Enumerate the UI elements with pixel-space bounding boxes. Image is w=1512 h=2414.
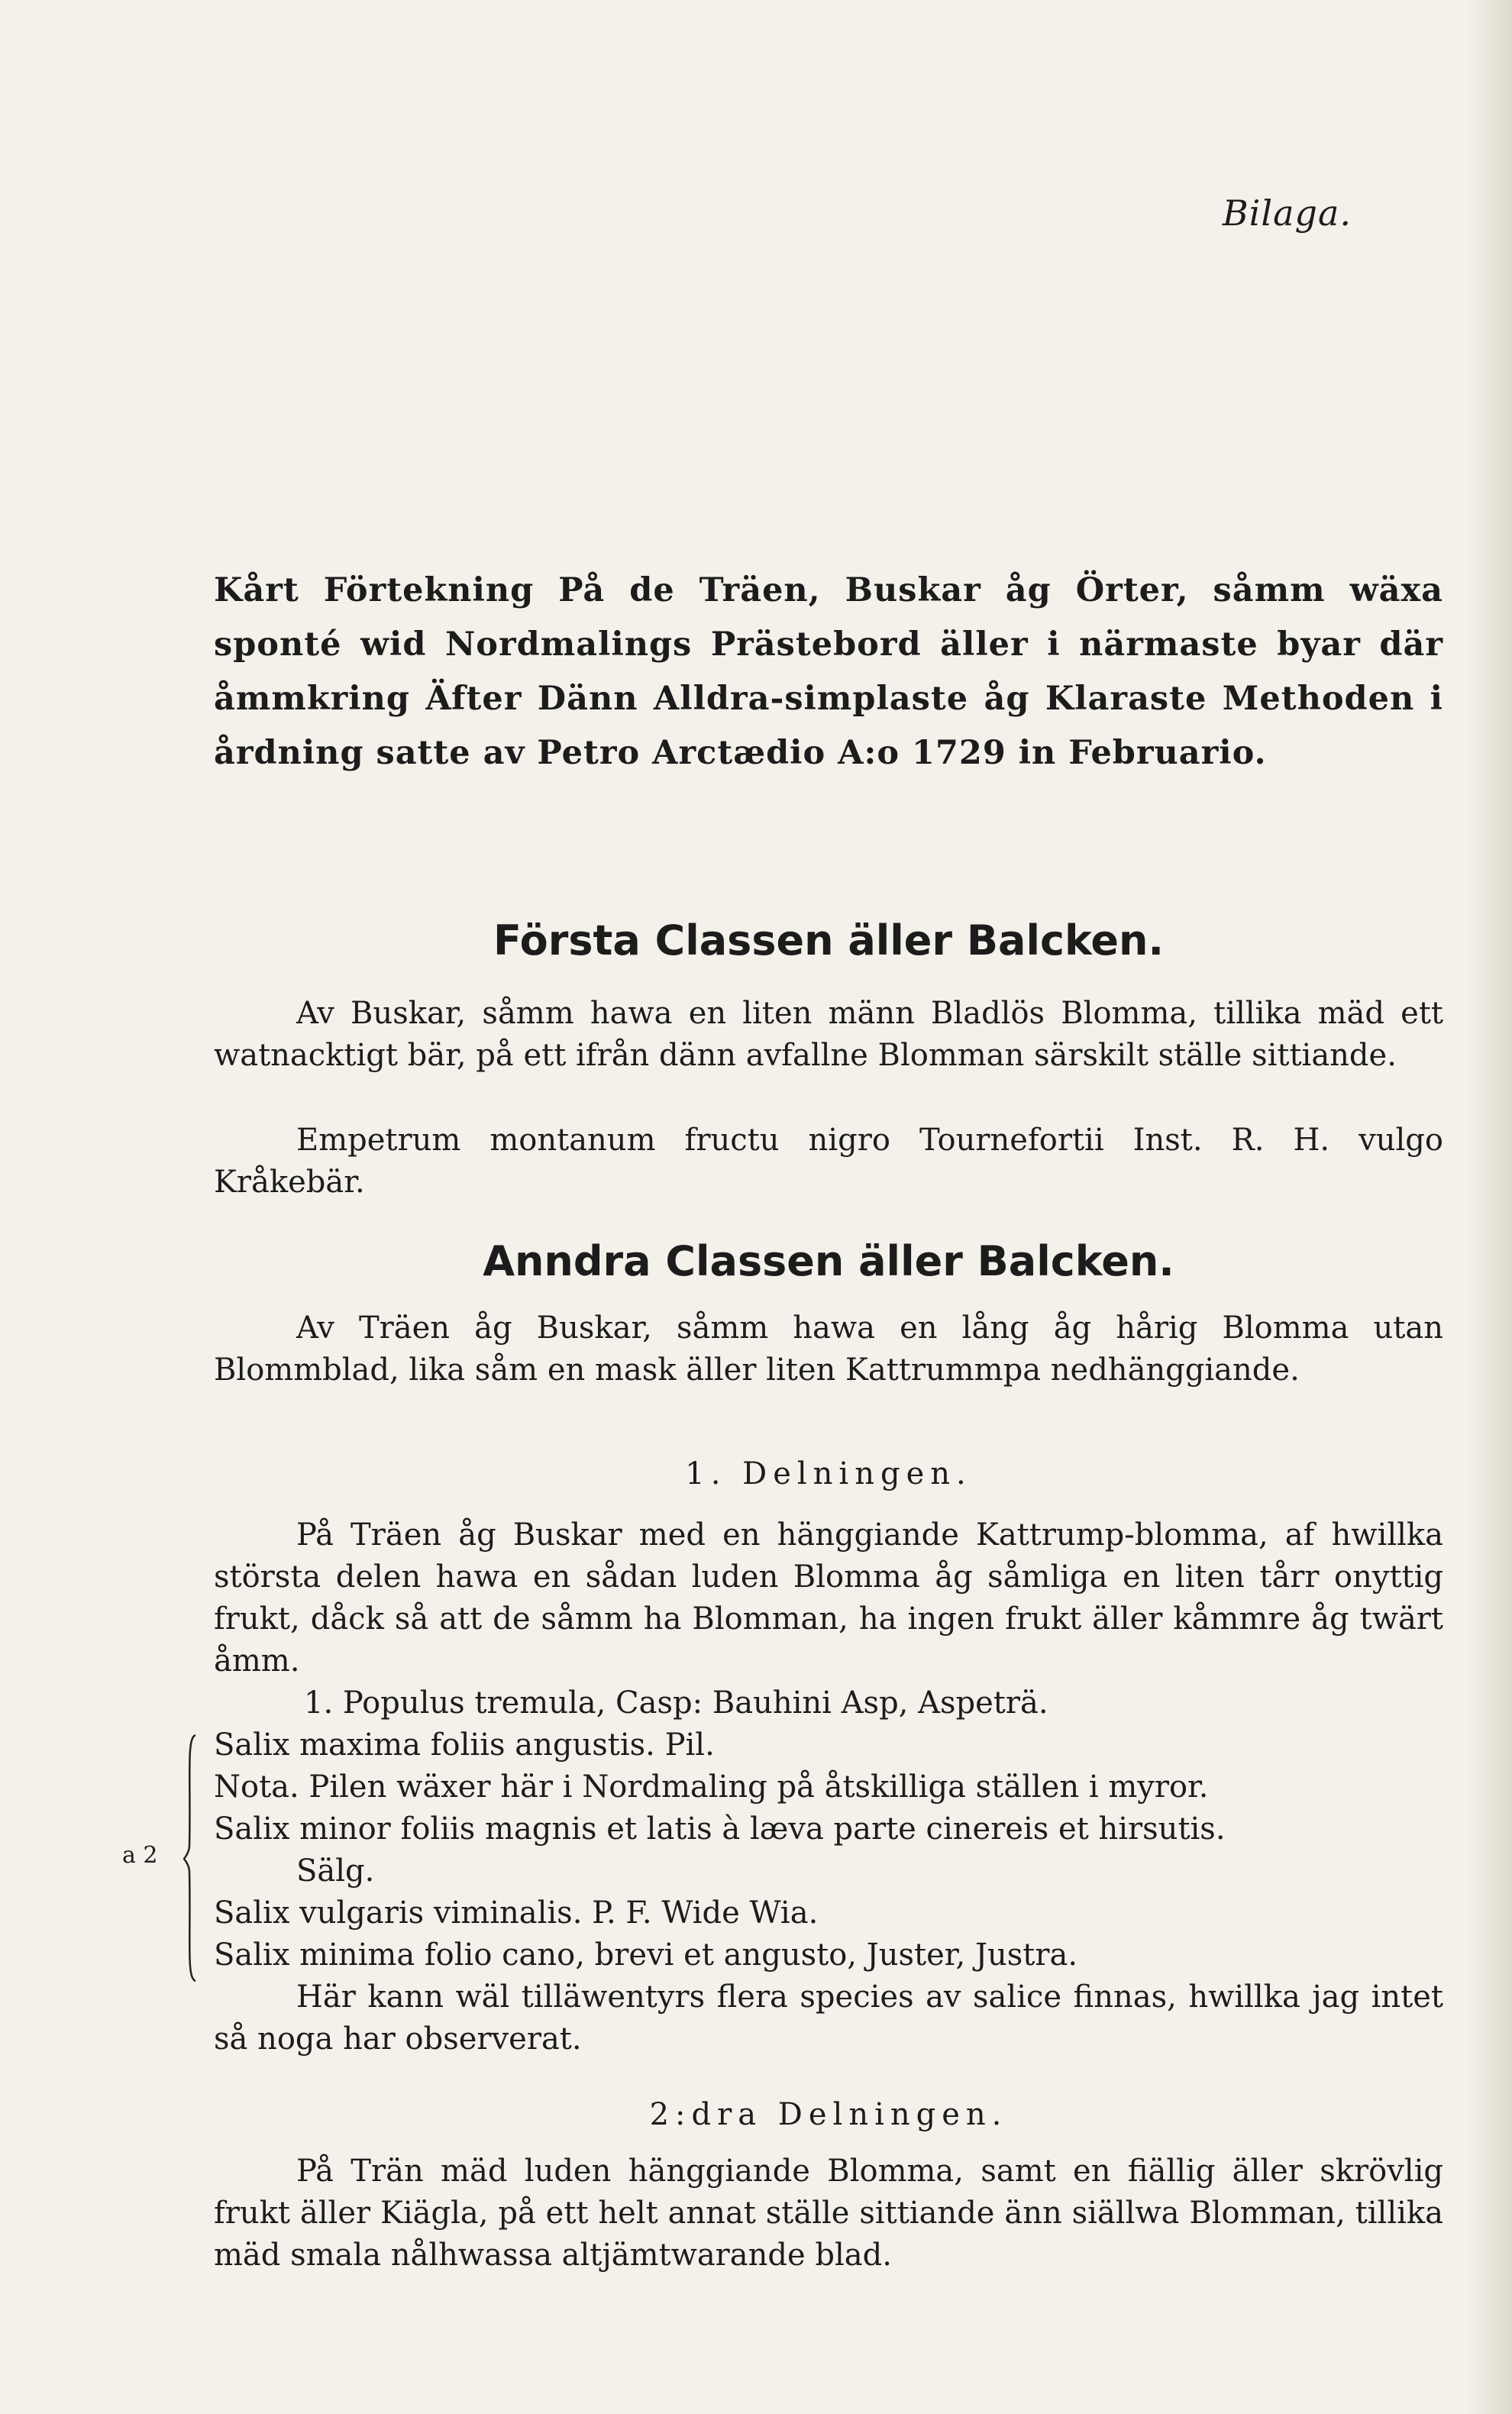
salix-list [214,1682,1443,1976]
list-item: 1. Populus tremula, Casp: Bauhini Asp, Aspeträ. [304,1685,1048,1721]
list-item: Salix minima folio cano, brevi et angusto, Juster, Justra. [214,1937,1078,1973]
class1-text2: Empetrum montanum fructu nigro Tournefortii Inst. R. H. vulgo Kråkebär. [214,1123,1443,1200]
page-header: Bilaga. [1222,192,1352,234]
div2-text: På Trän mäd luden hänggiande Blomma, samt en fiällig äller skrövlig frukt äller Kiägla, på ett helt annat ställe sittiande änn siällwa Blomman, tillika mäd smala nålhwassa altjämtwarande blad. [214,2154,1443,2273]
list-item: Salix maxima foliis angustis. Pil. [214,1727,715,1763]
list-item: Sälg. [296,1853,375,1889]
class2-text1: Av Träen åg Buskar, såmm hawa en lång åg hårig Blomma utan Blommblad, lika såm en mask äller liten Kattrummpa nedhänggiande. [214,1310,1443,1388]
list-item: Salix vulgaris viminalis. P. F. Wide Wia. [214,1895,819,1931]
div1-note: Här kann wäl tilläwentyrs flera species av salice finnas, hwillka jag intet så noga har observerat. [214,1979,1443,2057]
list-item: Salix minor foliis magnis et latis à læva parte cinereis et hirsutis. [214,1811,1226,1847]
page-edge-shadow [1466,0,1512,2414]
intro-paragraph: Kårt Förtekning På de Träen, Buskar åg Örter, såmm wäxa sponté wid Nordmalings Prästebord äller i närmaste byar där åmmkring Äfter Dänn Alldra-simplaste åg Klaraste Methoden i årdning satte av Petro Arctædio A:o 1729 in Februario. [214,571,1443,772]
class2-heading: Anndra Classen äller Balcken. [483,1237,1174,1285]
div1-heading: 1. Delningen. [685,1456,972,1491]
class1-heading: Första Classen äller Balcken. [493,916,1165,965]
margin-signature-mark: a 2 [122,1842,158,1869]
div1-text: På Träen åg Buskar med en hänggiande Kattrump-blomma, af hwillka största delen hawa en sådan luden Blomma åg såmliga en liten tårr onyttig frukt, dåck så att de såmm ha Blomman, ha ingen frukt äller kåmmre åg twärt åmm. [214,1517,1443,1679]
list-item: Nota. Pilen wäxer här i Nordmaling på åtskilliga ställen i myror. [214,1769,1209,1805]
class1-text1: Av Buskar, såmm hawa en liten männ Bladlös Blomma, tillika mäd ett watnacktigt bär, på ett ifrån dänn avfallne Blomman särskilt ställe sittiande. [214,996,1443,1073]
div2-heading: 2:dra Delningen. [649,2097,1008,2132]
salix-brace-icon [183,1732,199,1984]
